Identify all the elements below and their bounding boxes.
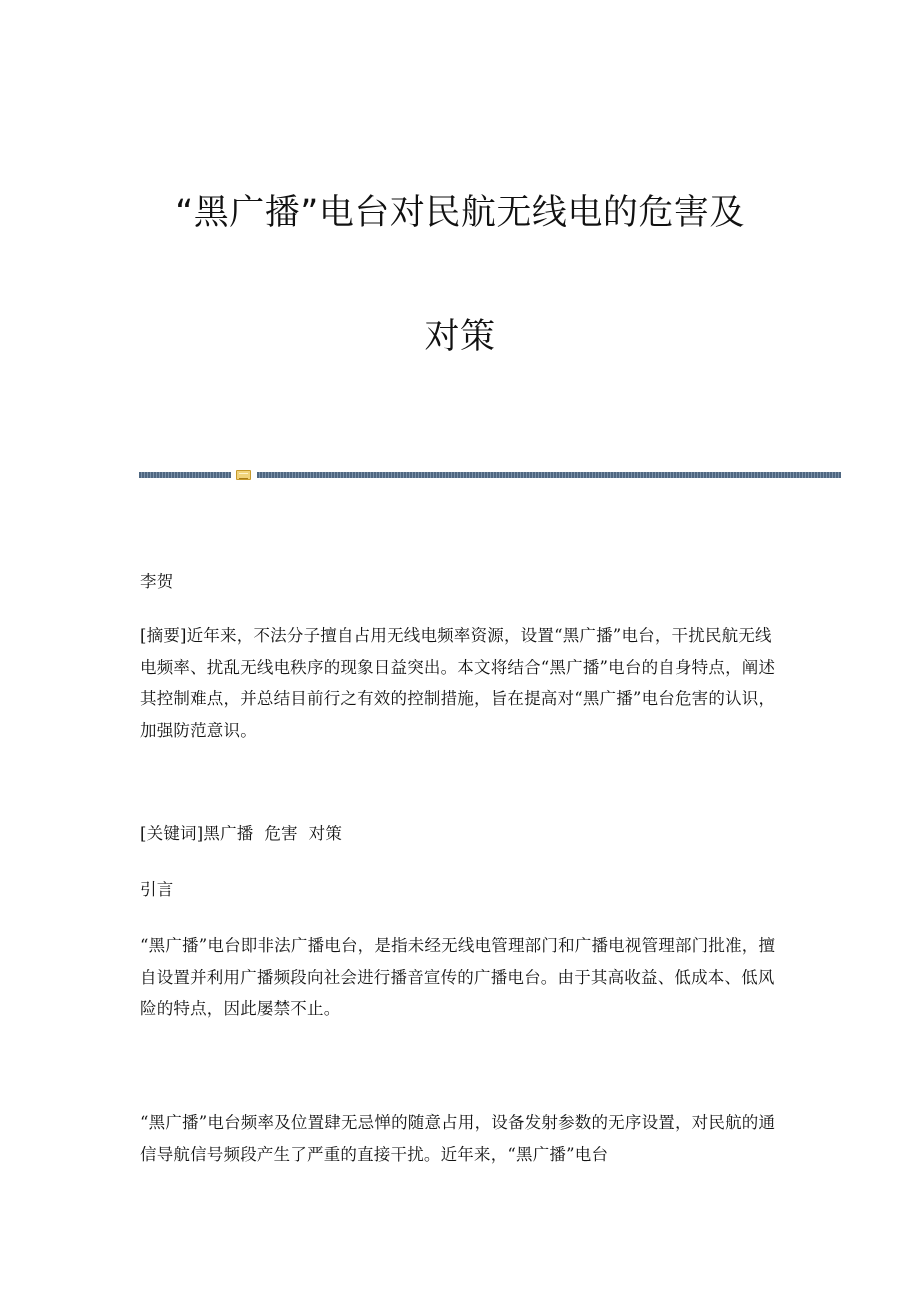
abstract-paragraph: [摘要]近年来，不法分子擅自占用无线电频率资源，设置“黑广播”电台，干扰民航无线电频率、扰乱无线电秩序的现象日益突出。本文将结合“黑广播”电台的自身特点，阐述其控制难点，并总结目前行之有效的控制措施，旨在提高对“黑广播”电台危害的认识，加强防范意识。 — [140, 626, 776, 740]
divider-bar-left — [139, 472, 231, 478]
body-paragraph-1: “黑广播”电台即非法广播电台，是指未经无线电管理部门和广播电视管理部门批准，擅自设置并利用广播频段向社会进行播音宣传的广播电台。由于其高收益、低成本、低风险的特点，因此屡禁不止。 — [140, 936, 776, 1018]
title-divider — [139, 470, 841, 480]
document-title — [0, 188, 920, 362]
intro-heading: 引言 — [140, 880, 174, 899]
body-paragraph-2: “黑广播”电台频率及位置肆无忌惮的随意占用，设备发射参数的无序设置，对民航的通信导航信号频段产生了严重的直接干扰。近年来，“黑广播”电台 — [140, 1113, 776, 1164]
divider-bar-right — [257, 472, 841, 478]
envelope-icon — [236, 470, 251, 480]
title-line-2: 对策 — [424, 317, 496, 357]
keywords-line: [关键词]黑广播 危害 对策 — [140, 824, 343, 843]
title-line-1: “黑广播”电台对民航无线电的危害及 — [175, 193, 745, 233]
author-name: 李贺 — [140, 572, 174, 591]
